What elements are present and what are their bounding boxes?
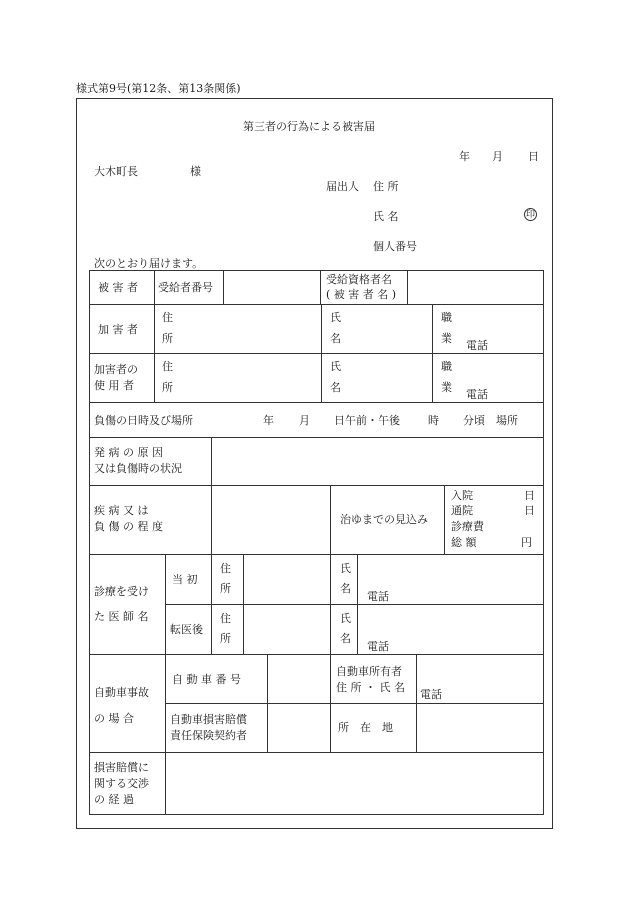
doctor-label-2: た 医 師 名 <box>94 610 149 623</box>
cause-label-2: 又は負傷時の状況 <box>94 462 182 475</box>
transfer-doctor-address-label: 住 <box>220 612 231 625</box>
insurance-contractor-label-2: 責任保険契約者 <box>170 729 247 742</box>
applicant-my-number-label: 個人番号 <box>373 240 417 253</box>
total-amount-label: 総 額 <box>451 536 477 549</box>
intro-text: 次のとおり届けます。 <box>94 257 204 270</box>
date-month: 月 <box>492 150 503 163</box>
car-accident-label-2: の 場 合 <box>94 712 134 725</box>
employer-label-2: 使 用 者 <box>94 379 134 392</box>
negotiation-label-3: の 経 過 <box>94 793 134 806</box>
transfer-doctor-phone-label: 電話 <box>367 640 389 653</box>
outpatient-days: 日 <box>524 504 535 517</box>
victim-label: 被 害 者 <box>98 281 138 294</box>
employer-address-label: 住 <box>162 360 173 373</box>
initial-doctor-phone-label: 電話 <box>367 590 389 603</box>
perpetrator-label: 加 害 者 <box>98 323 138 336</box>
inpatient-days: 日 <box>524 489 535 502</box>
applicant-address-label: 住 所 <box>373 180 399 193</box>
perpetrator-phone-label: 電話 <box>466 339 488 352</box>
perpetrator-name-label-2: 名 <box>330 332 341 345</box>
employer-job-label-2: 業 <box>441 381 452 394</box>
outpatient-label: 通院 <box>451 504 473 517</box>
employer-name-label: 氏 <box>330 360 341 373</box>
employer-phone-label: 電話 <box>466 388 488 401</box>
degree-label-2: 負 傷 の 程 度 <box>94 520 163 533</box>
car-number-label: 自 動 車 番 号 <box>172 673 241 686</box>
employer-address-label-2: 所 <box>162 381 173 394</box>
car-owner-label: 自動車所有者 <box>336 665 402 678</box>
form-title: 第三者の行為による被害届 <box>243 120 375 133</box>
medical-fee-label: 診療費 <box>451 520 484 533</box>
car-owner-phone-label: 電話 <box>420 688 442 701</box>
qualified-name-label: 受給資格者名 <box>326 273 392 286</box>
employer-label: 加害者の <box>94 363 138 376</box>
initial-doctor-name-label: 氏 <box>340 562 351 575</box>
transfer-doctor-name-label: 氏 <box>340 612 351 625</box>
initial-doctor-name-label-2: 名 <box>340 582 351 595</box>
transfer-doctor-name-label-2: 名 <box>340 632 351 645</box>
injury-minute-place: 分頃 場所 <box>463 414 518 427</box>
initial-doctor-address-label-2: 所 <box>220 582 231 595</box>
perpetrator-job-label-2: 業 <box>441 332 452 345</box>
degree-label: 疾 病 又 は <box>94 504 149 517</box>
initial-doctor-address-label: 住 <box>220 562 231 575</box>
cause-label: 発 病 の 原 因 <box>94 446 163 459</box>
yen-unit: 円 <box>521 536 532 549</box>
perpetrator-address-label-2: 所 <box>162 332 173 345</box>
negotiation-label-2: 関する交渉 <box>94 777 149 790</box>
transfer-doctor-label: 転医後 <box>170 623 203 636</box>
date-day: 日 <box>528 150 539 163</box>
recipient-number-label: 受給者番号 <box>158 281 213 294</box>
inpatient-label: 入院 <box>451 489 473 502</box>
recovery-outlook-label: 治ゆまでの見込み <box>340 513 428 526</box>
applicant-label: 届出人 <box>326 180 359 193</box>
injury-day-ampm: 日午前・午後 <box>334 414 400 427</box>
injury-year: 年 <box>263 414 274 427</box>
form-number: 様式第9号(第12条、第13条関係) <box>76 82 241 95</box>
perpetrator-name-label: 氏 <box>330 311 341 324</box>
victim-name-label: ( 被 害 者 名 ) <box>326 288 397 301</box>
employer-job-label: 職 <box>441 360 452 373</box>
doctor-label: 診療を受け <box>94 585 149 598</box>
transfer-doctor-address-label-2: 所 <box>220 632 231 645</box>
date-year: 年 <box>459 150 470 163</box>
seal-mark: 印 <box>525 210 535 220</box>
insurance-contractor-label: 自動車損害賠償 <box>170 713 247 726</box>
car-owner-label-2: 住 所 ・ 氏 名 <box>336 681 405 694</box>
employer-name-label-2: 名 <box>330 381 341 394</box>
applicant-name-label: 氏 名 <box>373 210 399 223</box>
addressee-name: 大木町長 <box>94 165 138 178</box>
addressee-honorific: 様 <box>190 165 201 178</box>
car-accident-label: 自動車事故 <box>94 686 149 699</box>
location-label: 所 在 地 <box>338 721 393 734</box>
initial-doctor-label: 当 初 <box>172 573 198 586</box>
injury-month: 月 <box>299 414 310 427</box>
perpetrator-address-label: 住 <box>162 311 173 324</box>
negotiation-label: 損害賠償に <box>94 761 149 774</box>
perpetrator-job-label: 職 <box>441 311 452 324</box>
injury-hour: 時 <box>428 414 439 427</box>
injury-datetime-label: 負傷の日時及び場所 <box>94 414 193 427</box>
